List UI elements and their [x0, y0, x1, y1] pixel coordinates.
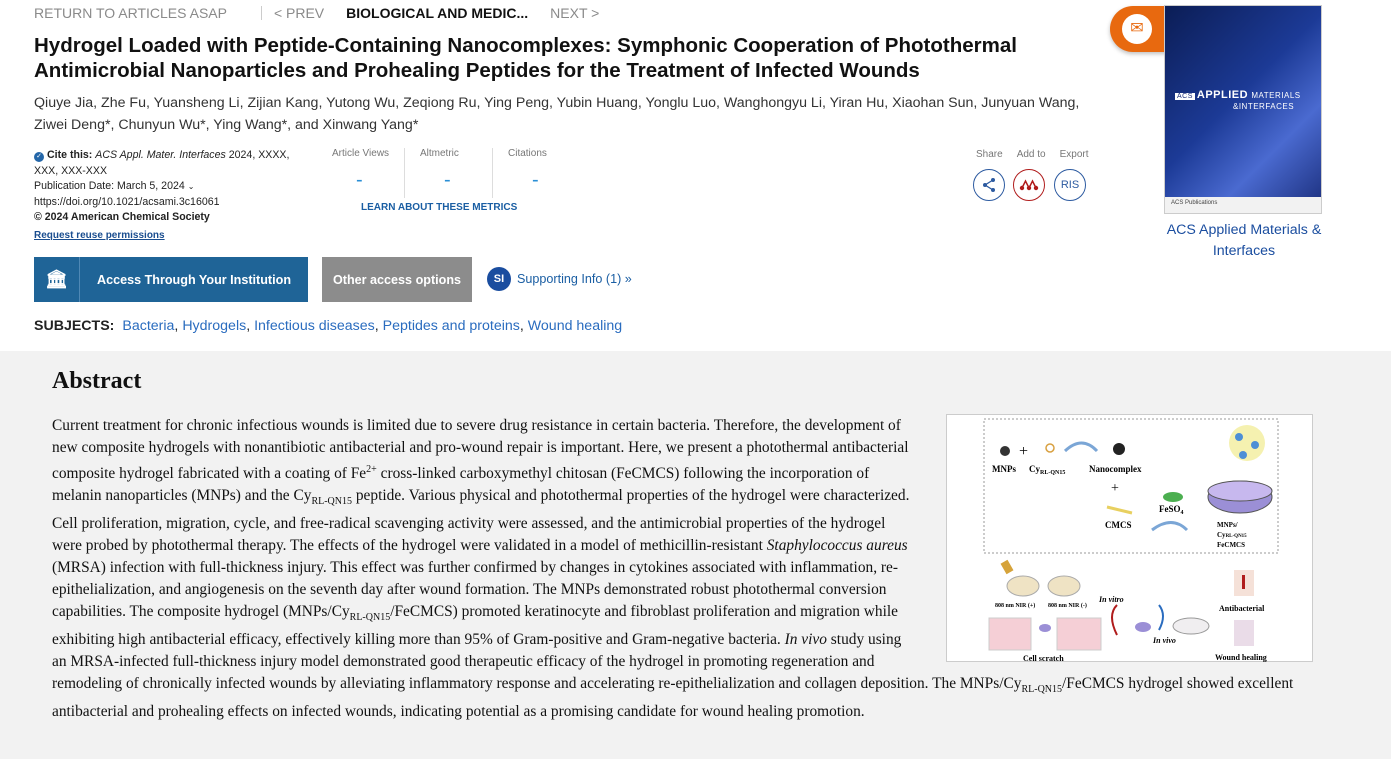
hydrogel-mini	[1135, 622, 1151, 632]
petri-dish	[1048, 576, 1080, 596]
mouse-icon	[1173, 618, 1209, 634]
fig-product2-sub: RL-QN15	[1225, 534, 1247, 539]
bacterium	[1251, 441, 1259, 449]
copyright: © 2024 American Chemical Society	[34, 211, 210, 223]
arrow-icon	[1159, 605, 1163, 630]
tissue-wound	[1242, 575, 1245, 589]
export-ris-button[interactable]: RIS	[1054, 169, 1086, 201]
abstract-part: /FeCMCS hydrogel showed excellent antibacterial and prohealing effects on infected wounds, indicating potential as a promising candidate for wound healing promotion.	[52, 675, 1294, 721]
fig-product2	[1217, 531, 1247, 539]
mnp-particle	[1000, 446, 1010, 456]
learn-metrics-link[interactable]: LEARN ABOUT THESE METRICS	[361, 202, 518, 213]
fig-feso4-sub: 4	[1180, 510, 1184, 516]
pub-date-text: Publication Date: March 5, 2024	[34, 180, 185, 192]
bacterium	[1235, 433, 1243, 441]
add-label: Add to	[1016, 149, 1046, 160]
abstract-invivo: In vivo	[784, 631, 827, 649]
metric-citations-label: Citations	[508, 148, 547, 159]
share-button[interactable]	[973, 169, 1005, 201]
fig-cy	[1029, 464, 1065, 476]
abstract-section	[0, 351, 1391, 759]
other-access-button[interactable]: Other access options	[322, 257, 472, 302]
pub-date[interactable]	[34, 179, 304, 195]
export-label: Export	[1059, 149, 1089, 160]
si-badge: SI	[487, 267, 511, 291]
metric-altmetric-label: Altmetric	[420, 148, 459, 159]
metric-altmetric	[420, 148, 493, 198]
fig-antibacterial: Antibacterial	[1219, 604, 1265, 613]
abstract-part: study using an MRSA-infected full-thickness injury model demonstrated good therapeutic efficacy of the hydrogel in promoting regeneration and remodeling of chronically infected wounds by alleviating inflammatory response and accelerating re-epithelialization and collagen deposition. The MNPs/Cy	[52, 631, 1022, 693]
fig-nir-off: 808 nm NIR (-)	[1048, 603, 1087, 609]
add-to-mendeley-button[interactable]	[1013, 169, 1045, 201]
metric-altmetric-value: -	[444, 169, 451, 191]
subject-link[interactable]: Hydrogels	[182, 318, 247, 334]
abstract-part: peptide. Various physical and photothermal properties of the hydrogel were characterized. Cell proliferation, migration, cycle, and free-radical scavenging activity were assessed, and the antimicrobial properties of the hydrogel were probed by photothermal therapy. The effects of the hydrogel were validated in a model of methicillin-resistant	[52, 487, 910, 555]
author-list[interactable]: Qiuye Jia, Zhe Fu, Yuansheng Li, Zijian Kang, Yutong Wu, Zeqiong Ru, Ying Peng, Yubin Huang, Yonglu Luo, Wanghongyu Li, Yiran Hu, Xiaohan Sun, Junyuan Wang, Ziwei Deng*, Chunyun Wu*, Ying Wang*, and Xinwang Yang*	[34, 95, 1080, 133]
abstract-sub: RL-QN15	[349, 612, 391, 624]
abstract-part: cross-linked carboxymethyl chitosan (FeCMCS) following the incorporation of melanin nanoparticles (MNPs) and the Cy	[52, 465, 870, 505]
cell-scratch-image	[1057, 618, 1101, 650]
cover-acs: ACS	[1177, 93, 1193, 100]
institution-icon: 🏛	[34, 257, 80, 302]
cover-title	[1175, 89, 1301, 112]
fig-cellscratch: Cell scratch	[1023, 654, 1064, 663]
doi-link[interactable]: https://doi.org/10.1021/acsami.3c16061	[34, 195, 220, 208]
metric-citations-value: -	[532, 169, 539, 191]
envelope-icon: ✉	[1122, 14, 1152, 44]
journal-link[interactable]: ACS Applied Materials & Interfaces	[1166, 222, 1322, 259]
section-label: BIOLOGICAL AND MEDIC...	[346, 5, 529, 21]
prev-link[interactable]: < PREV	[273, 5, 325, 21]
action-labels	[976, 149, 1103, 160]
subject-link[interactable]: Peptides and proteins	[382, 318, 520, 334]
toc-graphic-svg	[947, 415, 1314, 663]
abstract-sup: 2+	[366, 464, 377, 475]
fig-product2-text: Cy	[1217, 531, 1226, 539]
next-link[interactable]: NEXT >	[550, 5, 600, 21]
hydrogel-mini	[1039, 624, 1051, 632]
article-title: Hydrogel Loaded with Peptide-Containing Nanocomplexes: Symphonic Cooperation of Photothermal Antimicrobial Nanoparticles and Prohealing Peptides for the Treatment of Infected Wounds	[34, 34, 1017, 82]
cover-footer: ACS Publications	[1165, 197, 1321, 213]
fig-cmcs: CMCS	[1105, 520, 1132, 530]
subject-link[interactable]: Infectious diseases	[254, 318, 375, 334]
cite-label: Cite this:	[47, 149, 93, 161]
si-label: Supporting Info (1) »	[517, 272, 632, 286]
metric-views-label: Article Views	[332, 148, 390, 159]
return-link[interactable]: RETURN TO ARTICLES ASAP	[34, 5, 227, 21]
fig-invitro: In vitro	[1099, 595, 1124, 604]
abstract-heading: Abstract	[52, 368, 142, 394]
cover-applied: APPLIED	[1196, 89, 1249, 101]
abstract-part: Current treatment for chronic infectious wounds is limited due to severe drug resistance in certain bacteria. Therefore, the development of new composite hydrogels with nonantibiotic antibacterial and pro-wound repair is important. Here, we present a photothermal antibacterial composite hydrogel fabricated with a coating of Fe	[52, 417, 909, 483]
hydrogel-disc-top	[1208, 481, 1272, 501]
cover-interfaces: &INTERFACES	[1233, 102, 1295, 111]
bacteria-cluster	[1229, 425, 1265, 461]
subjects-label: SUBJECTS:	[34, 318, 115, 334]
abstract-sub: RL-QN15	[1021, 684, 1063, 696]
plus-sign: +	[1019, 443, 1029, 460]
fig-nir-on: 808 nm NIR (+)	[995, 603, 1036, 609]
citation-block	[34, 148, 304, 243]
article-nav	[34, 5, 599, 21]
feso4-crystals	[1163, 492, 1183, 502]
subject-link[interactable]: Wound healing	[527, 318, 623, 334]
mendeley-icon	[1019, 178, 1039, 192]
fig-feso4	[1159, 504, 1184, 516]
metric-citations	[508, 148, 581, 198]
arrow-icon	[1152, 523, 1187, 531]
institution-access-label: Access Through Your Institution	[96, 272, 292, 287]
fig-wound: Wound healing	[1215, 653, 1267, 662]
supporting-info-link[interactable]	[487, 267, 632, 291]
petri-dish	[1007, 576, 1039, 596]
metric-views	[332, 148, 405, 198]
cell-scratch-image	[989, 618, 1031, 650]
arrow-icon	[1112, 605, 1117, 635]
chevron-down-icon: ⌄	[187, 182, 195, 191]
abstract-part: /FeCMCS) promoted keratinocyte and fibroblast proliferation and migration while exhibiting high antibacterial efficacy, effectively killing more than 95% of Gram-positive and Gram-negative bacteria.	[52, 603, 898, 649]
cite-ref: 2024, XXXX, XXX, XXX-XXX	[34, 149, 290, 177]
share-label: Share	[976, 149, 1003, 160]
bacterium	[1239, 451, 1247, 459]
abstract-organism: Staphylococcus aureus	[766, 537, 908, 555]
cmcs-strand	[1107, 507, 1132, 513]
abstract-part: (MRSA) infection with full-thickness injury. This effect was further confirmed by changes in cytokines associated with inflammation, re-epithelialization, and angiogenesis on the seventh day after wound formation. The MNPs demonstrated robust photothermal conversion capabilities. The composite hydrogel (MNPs/Cy	[52, 559, 898, 621]
plus-sign-2: +	[1111, 481, 1119, 496]
fig-product1: MNPs/	[1217, 521, 1238, 529]
nanocomplex-particle	[1113, 443, 1125, 455]
share-icon	[981, 177, 997, 193]
institution-access-button[interactable]	[34, 257, 308, 302]
metrics-panel	[332, 148, 596, 198]
nav-divider	[261, 6, 262, 20]
fig-mnps: MNPs	[992, 464, 1016, 474]
fig-product3: FeCMCS	[1217, 541, 1245, 549]
email-alert-button[interactable]	[1110, 6, 1168, 52]
laser-icon	[1001, 560, 1014, 574]
wound-tissue	[1234, 620, 1254, 646]
reuse-link[interactable]: Request reuse permissions	[34, 229, 165, 241]
cover-materials: MATERIALS	[1251, 91, 1301, 100]
fig-nanocomplex: Nanocomplex	[1089, 464, 1142, 474]
subject-link[interactable]: Bacteria	[122, 318, 175, 334]
cite-journal: ACS Appl. Mater. Interfaces	[95, 149, 226, 161]
arrow-icon	[1065, 443, 1097, 451]
fig-feso4-text: FeSO	[1159, 504, 1181, 514]
abstract-sub: RL-QN15	[311, 496, 353, 508]
fig-cy-text: Cy	[1029, 464, 1040, 474]
peptide-glyph	[1046, 444, 1054, 452]
check-icon: ✓	[34, 152, 44, 162]
fig-invivo: In vivo	[1153, 636, 1176, 645]
journal-cover[interactable]	[1164, 5, 1322, 214]
metric-views-value: -	[356, 169, 363, 191]
fig-cy-sub: RL-QN15	[1040, 470, 1066, 476]
toc-graphic[interactable]	[946, 414, 1313, 662]
subjects-row: SUBJECTS: Bacteria, Hydrogels, Infectious diseases, Peptides and proteins, Wound healing	[34, 318, 623, 334]
